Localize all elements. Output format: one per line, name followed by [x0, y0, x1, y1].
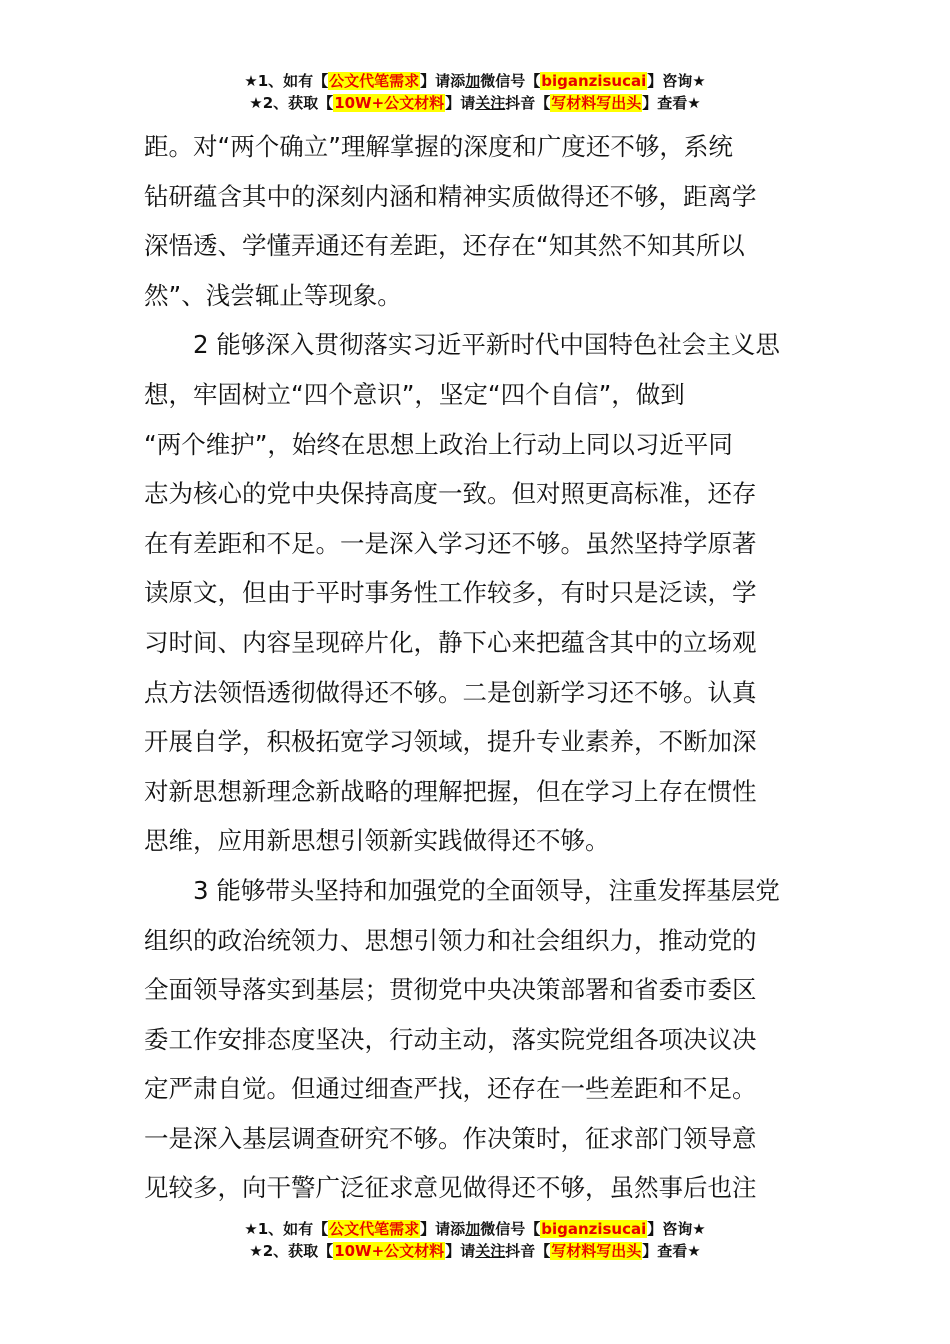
banner-text: ★1、如有【 [244, 72, 329, 90]
highlight-wechat-id: biganzisucai [541, 1220, 647, 1238]
banner-text: ★2、获取【 [249, 94, 334, 112]
highlight-materials: 10W+公文材料 [334, 1242, 445, 1260]
body-text-line: 深悟透、学懂弄通还有差距，还存在“知其然不知其所以 [144, 231, 745, 261]
header-banner [0, 70, 950, 114]
highlight-douyin-account: 写材料写出头 [551, 94, 642, 112]
footer-banner [0, 1218, 950, 1262]
body-text-line: 全面领导落实到基层；贯彻党中央决策部署和省委市委区 [144, 975, 757, 1005]
banner-emphasis: 关注 [475, 94, 506, 112]
banner-text: 】请添 [420, 1220, 466, 1238]
banner-line-1 [0, 1218, 950, 1240]
highlight-wechat-id: biganzisucai [541, 72, 647, 90]
body-text-line: 在有差距和不足。一是深入学习还不够。虽然坚持学原著 [144, 528, 757, 558]
body-text-line: 对新思想新理念新战略的理解把握，但在学习上存在惯性 [144, 776, 757, 806]
body-text-line: 3 能够带头坚持和加强党的全面领导，注重发挥基层党 [144, 875, 780, 905]
highlight-douyin-account: 写材料写出头 [551, 1242, 642, 1260]
banner-text: 】请 [445, 1242, 476, 1260]
banner-text: 】查看★ [642, 94, 701, 112]
body-text-line: 钻研蕴含其中的深刻内涵和精神实质做得还不够，距离学 [144, 181, 757, 211]
body-text-line: 委工作安排态度坚决，行动主动，落实院党组各项决议决 [144, 1024, 757, 1054]
banner-text: ★2、获取【 [249, 1242, 334, 1260]
banner-text: 抖音【 [505, 94, 551, 112]
body-text-line: 见较多，向干警广泛征求意见做得还不够，虽然事后也注 [144, 1173, 757, 1203]
body-text-line: 组织的政治统领力、思想引领力和社会组织力，推动党的 [144, 925, 757, 955]
banner-text: 抖音【 [505, 1242, 551, 1260]
banner-emphasis: 加 [465, 1220, 481, 1238]
banner-text: 微信号【 [480, 1220, 541, 1238]
body-text-line: 想，牢固树立“四个意识”，坚定“四个自信”，做到 [144, 379, 685, 409]
body-text-line: 点方法领悟透彻做得还不够。二是创新学习还不够。认真 [144, 677, 757, 707]
body-text-line: 读原文，但由于平时事务性工作较多，有时只是泛读，学 [144, 578, 757, 608]
banner-text: 】请 [445, 94, 476, 112]
body-text-line: 开展自学，积极拓宽学习领域，提升专业素养，不断加深 [144, 727, 757, 757]
banner-emphasis: 关注 [475, 1242, 506, 1260]
body-text-line: 一是深入基层调查研究不够。作决策时，征求部门领导意 [144, 1123, 757, 1153]
body-text-line: 定严肃自觉。但通过细查严找，还存在一些差距和不足。 [144, 1074, 757, 1104]
banner-text: 】咨询★ [647, 1220, 706, 1238]
body-text-line: 志为核心的党中央保持高度一致。但对照更高标准，还存 [144, 479, 757, 509]
body-text-line: 思维，应用新思想引领新实践做得还不够。 [144, 826, 610, 856]
highlight-ghostwriting: 公文代笔需求 [329, 1220, 420, 1238]
banner-text: ★1、如有【 [244, 1220, 329, 1238]
body-text-line: 2 能够深入贯彻落实习近平新时代中国特色社会主义思 [144, 330, 780, 360]
banner-line-2 [0, 1240, 950, 1262]
banner-line-1 [0, 70, 950, 92]
body-text-line: 然”、浅尝辄止等现象。 [144, 280, 402, 310]
body-text-line: 习时间、内容呈现碎片化，静下心来把蕴含其中的立场观 [144, 627, 757, 657]
banner-text: 】咨询★ [647, 72, 706, 90]
banner-text: 微信号【 [480, 72, 541, 90]
banner-emphasis: 加 [465, 72, 481, 90]
body-text-line: “两个维护”，始终在思想上政治上行动上同以习近平同 [144, 429, 733, 459]
document-body [144, 122, 808, 1213]
highlight-ghostwriting: 公文代笔需求 [329, 72, 420, 90]
banner-line-2 [0, 92, 950, 114]
body-text-line: 距。对“两个确立”理解掌握的深度和广度还不够，系统 [144, 132, 733, 161]
banner-text: 】查看★ [642, 1242, 701, 1260]
highlight-materials: 10W+公文材料 [334, 94, 445, 112]
banner-text: 】请添 [420, 72, 466, 90]
